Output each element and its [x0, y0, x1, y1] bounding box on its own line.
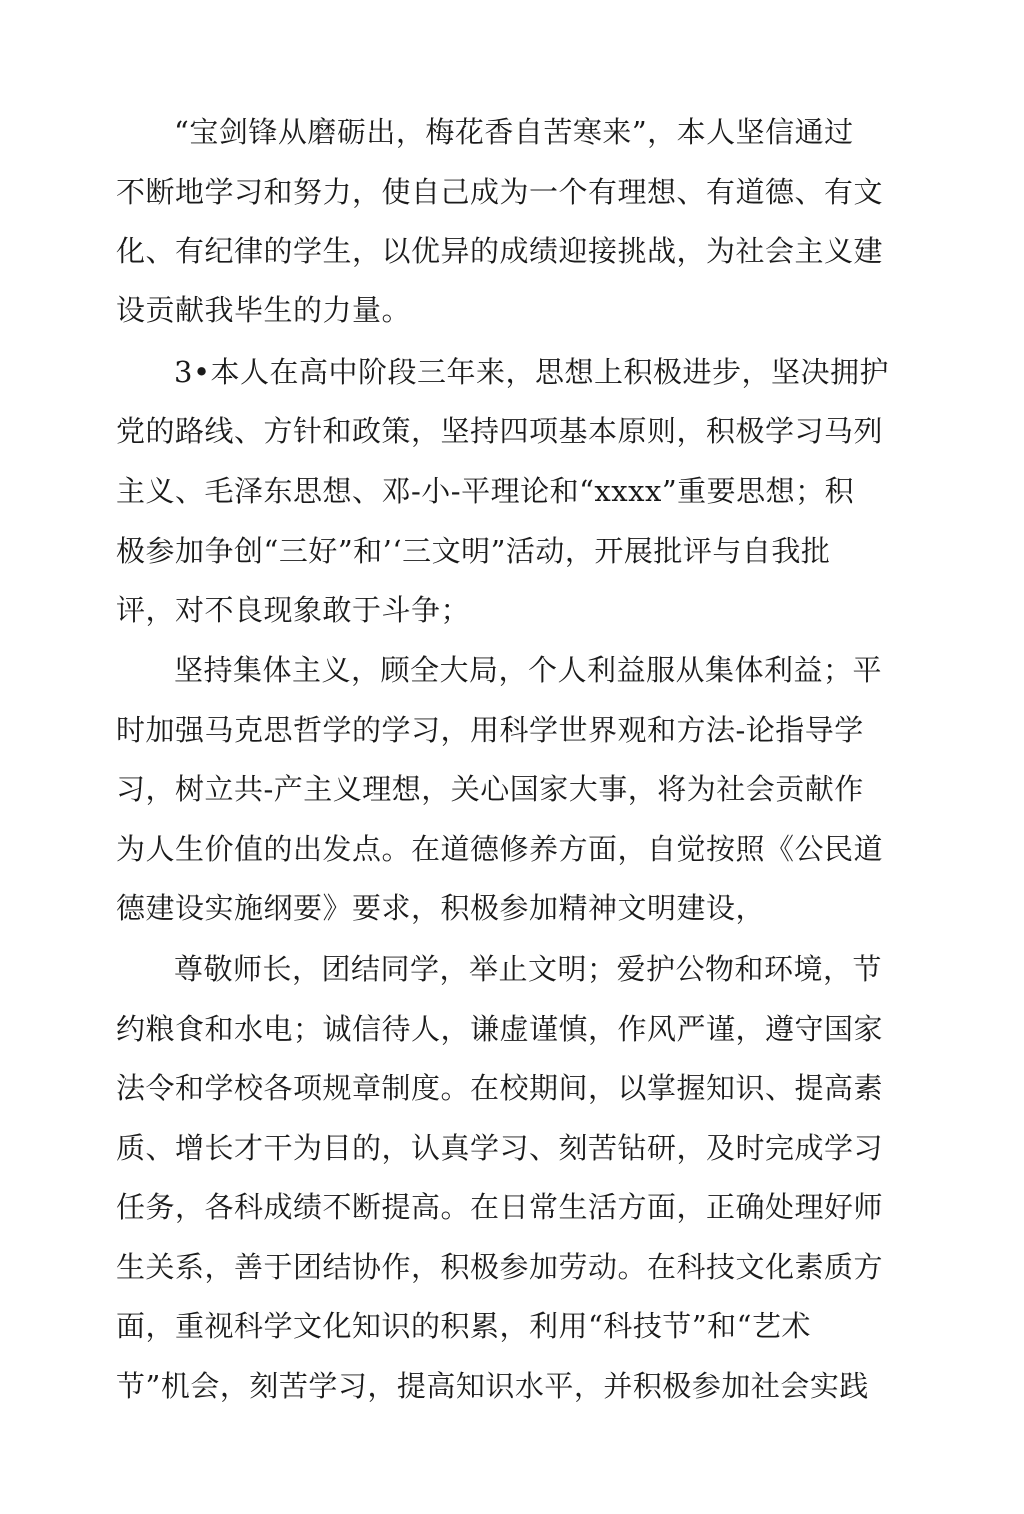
text-line: 生关系，善于团结协作，积极参加劳动。在科技文化素质方: [116, 1250, 884, 1284]
text-line: 任务，各科成绩不断提高。在日常生活方面，正确处理好师: [116, 1190, 884, 1224]
text-line: 德建设实施纲要》要求，积极参加精神文明建设，: [116, 891, 766, 925]
text-line: 为人生价值的出发点。在道德修养方面，自觉按照《公民道: [116, 832, 884, 866]
text-line: 3•本人在高中阶段三年来，思想上积极进步，坚决拥护: [174, 355, 890, 389]
text-line: 评，对不良现象敢于斗争；: [116, 593, 471, 627]
text-line: 极参加争创“三好”和’‘三文明”活动，开展批评与自我批: [116, 534, 831, 568]
text-line: “宝剑锋从磨砺出，梅花香自苦寒来”，本人坚信通过: [174, 115, 854, 149]
text-line: 法令和学校各项规章制度。在校期间，以掌握知识、提高素: [116, 1071, 884, 1105]
text-line: 习，树立共-产主义理想，关心国家大事，将为社会贡献作: [116, 772, 864, 806]
text-line: 化、有纪律的学生，以优异的成绩迎接挑战，为社会主义建: [116, 234, 884, 268]
text-line: 坚持集体主义，顾全大局，个人利益服从集体利益；平: [174, 653, 883, 687]
text-line: 不断地学习和努力，使自己成为一个有理想、有道德、有文: [116, 175, 884, 209]
text-line: 约粮食和水电；诚信待人，谦虚谨慎，作风严谨，遵守国家: [116, 1012, 884, 1046]
text-line: 时加强马克思哲学的学习，用科学世界观和方法-论指导学: [116, 713, 864, 747]
text-line: 党的路线、方针和政策，坚持四项基本原则，积极学习马列: [116, 414, 884, 448]
text-line: 尊敬师长，团结同学，举止文明；爱护公物和环境，节: [174, 952, 883, 986]
text-line: 面，重视科学文化知识的积累，利用“科技节”和“艺术: [116, 1309, 811, 1343]
text-line: 节”机会，刻苦学习，提高知识水平，并积极参加社会实践: [116, 1369, 869, 1403]
text-line: 主义、毛泽东思想、邓-小-平理论和“xxxx”重要思想；积: [116, 474, 855, 508]
text-line: 设贡献我毕生的力量。: [116, 293, 412, 327]
text-line: 质、增长才干为目的，认真学习、刻苦钻研，及时完成学习: [116, 1131, 884, 1165]
